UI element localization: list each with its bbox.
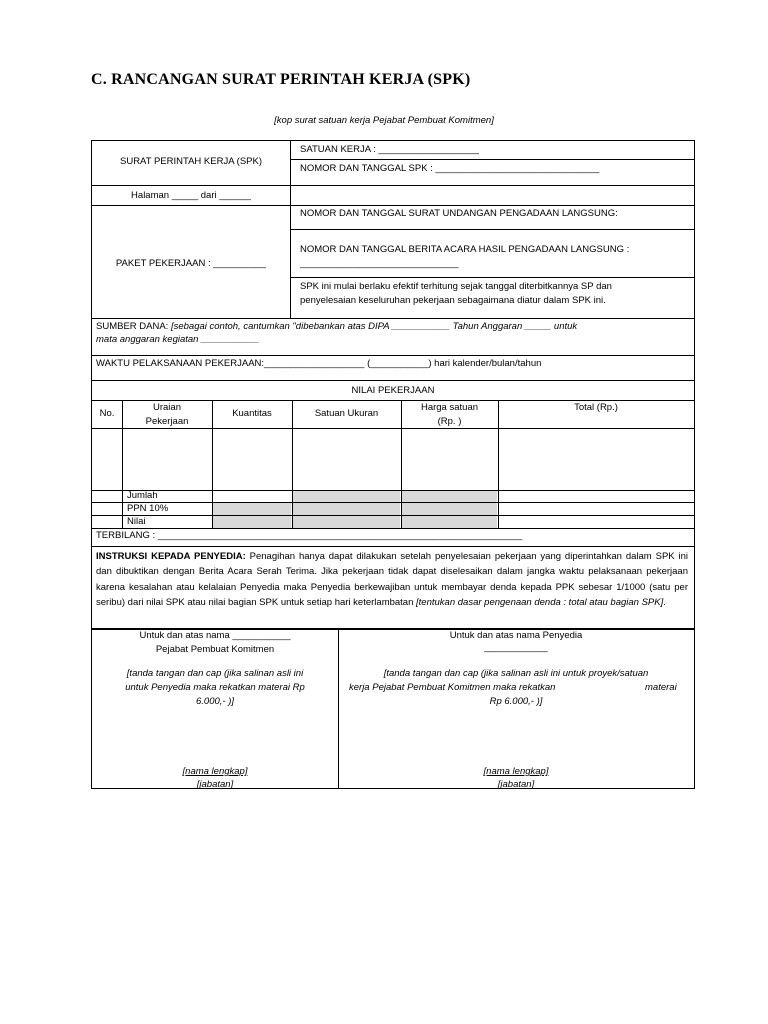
sumber-dana-line-2: mata anggaran kegiatan ___________ — [96, 334, 260, 345]
right-sign-line-2: ____________ — [484, 642, 548, 653]
instruksi-text: Penagihan hanya dapat dilakukan setelah penyelesaian pekerjaan yang diperintahkan dalam SPK ini dan dibuktikan dengan Berita Acara Serah Terima. Jika pekerjaan tidak dapat diselesaikan dalam jangka waktu pelaksanaan pekerjaan karena kesalahan atau kelalaian Penyedia maka Penyedia berkewajiban untuk membayar denda kepada PPK sebesar 1/1000 (satu per seribu) dari nilai SPK atau nilai bagian SPK untuk setiap hari keterlambatan — [96, 551, 689, 608]
left-sign-jabatan: [jabatan] — [196, 779, 234, 790]
col-header-uraian-2: Pekerjaan — [145, 416, 189, 427]
sumber-dana-line-1 — [96, 321, 577, 332]
instruksi-kepada-penyedia: INSTRUKSI KEPADA PENYEDIA: Penagihan hanya dapat dilakukan setelah penyelesaian pekerjaan yang diperintahkan dalam SPK ini dan dibuktikan dengan Berita Acara Serah Terima. Jika pekerjaan tidak dapat diselesaikan dalam jangka waktu pelaksanaan pekerjaan karena kesalahan atau kelalaian Penyedia maka Penyedia berkewajiban untuk membayar denda kepada PPK sebesar 1/1000 (satu per seribu) dari nilai SPK atau nilai bagian SPK untuk setiap hari keterlambatan [tentukan dasar pengenaan denda : total atau bagian SPK]. — [96, 551, 689, 608]
kop-surat-note: [kop surat satuan kerja Pejabat Pembuat Komitmen] — [274, 115, 494, 126]
paket-pekerjaan-field: PAKET PEKERJAAN : __________ — [115, 258, 267, 269]
left-sign-tanda-3: 6.000,- )] — [195, 696, 235, 707]
spk-form — [91, 140, 695, 630]
waktu-pelaksanaan-field: WAKTU PELAKSANAAN PEKERJAAN:___________________ (___________) hari kalender/bulan/tahun — [96, 358, 542, 369]
terbilang-field: TERBILANG : _____________________________________________________________________ — [96, 530, 523, 541]
col-header-harga-2: (Rp. ) — [437, 416, 462, 427]
spk-berlaku-text-1: SPK ini mulai berlaku efektif terhitung sejak tanggal diterbitkannya SP dan — [300, 281, 612, 292]
col-header-no: No. — [99, 408, 115, 419]
instruksi-denda-note: [tentukan dasar pengenaan denda : total atau bagian SPK] — [416, 596, 664, 608]
left-sign-tanda-1: [tanda tangan dan cap (jika salinan asli ini — [126, 668, 304, 679]
left-sign-tanda-2: untuk Penyedia maka rekatkan materai Rp — [125, 682, 305, 693]
col-header-satuan-ukuran: Satuan Ukuran — [314, 408, 379, 419]
spk-berlaku-text-2: penyelesaian keseluruhan pekerjaan sebagaimana diatur dalam SPK ini. — [300, 295, 606, 306]
page-title: C. RANCANGAN SURAT PERINTAH KERJA (SPK) — [91, 71, 471, 88]
right-sign-tanda-2: kerja Pejabat Pembuat Komitmen maka rekatkan — [349, 682, 556, 693]
right-sign-tanda-2b: materai — [645, 682, 677, 693]
left-sign-line-1: Untuk dan atas nama ___________ — [139, 630, 291, 641]
left-sign-line-2: Pejabat Pembuat Komitmen — [155, 644, 275, 655]
sumber-dana-text: [sebagai contoh, cantumkan "dibebankan atas DIPA ___________ Tahun Anggaran _____ untuk — [170, 321, 578, 332]
row-nilai-label: Nilai — [127, 516, 146, 527]
berita-acara-blank: ______________________________ — [300, 258, 459, 269]
right-sign-nama: [nama lengkap] — [483, 766, 549, 777]
sumber-dana-label: SUMBER DANA: — [96, 321, 169, 332]
left-sign-nama: [nama lengkap] — [182, 766, 248, 777]
nomor-undangan-field: NOMOR DAN TANGGAL SURAT UNDANGAN PENGADAAN LANGSUNG: — [300, 208, 618, 219]
col-header-uraian-1: Uraian — [153, 402, 181, 413]
col-header-kuantitas: Kuantitas — [232, 408, 272, 419]
row-ppn-label: PPN 10% — [127, 503, 169, 514]
row-jumlah-label: Jumlah — [127, 490, 158, 501]
nomor-tanggal-spk-field: NOMOR DAN TANGGAL SPK : _______________________________ — [300, 163, 600, 174]
right-sign-tanda-3: Rp 6.000,- )] — [489, 696, 543, 707]
signature-box — [91, 628, 695, 789]
right-sign-line-1: Untuk dan atas nama Penyedia — [449, 630, 583, 641]
instruksi-label: INSTRUKSI KEPADA PENYEDIA: — [96, 551, 246, 562]
nomor-berita-acara-field: NOMOR DAN TANGGAL BERITA ACARA HASIL PENGADAAN LANGSUNG : — [300, 244, 630, 255]
spk-title: SURAT PERINTAH KERJA (SPK) — [120, 156, 262, 167]
right-sign-tanda-1: [tanda tangan dan cap (jika salinan asli ini untuk proyek/satuan — [383, 668, 649, 679]
col-header-total: Total (Rp.) — [574, 402, 618, 413]
halaman-field: Halaman _____ dari ______ — [131, 190, 251, 201]
satuan-kerja-field: SATUAN KERJA : ___________________ — [300, 144, 479, 155]
right-sign-jabatan: [jabatan] — [497, 779, 535, 790]
col-header-harga-1: Harga satuan — [420, 402, 479, 413]
nilai-pekerjaan-heading: NILAI PEKERJAAN — [351, 385, 435, 396]
